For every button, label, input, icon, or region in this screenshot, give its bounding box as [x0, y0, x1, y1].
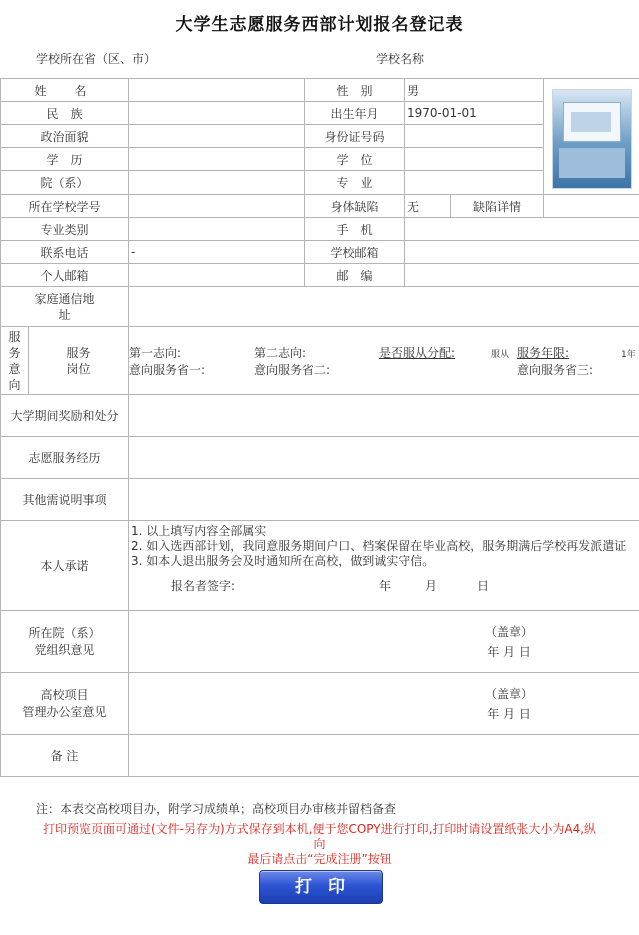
volunteer-field[interactable] [129, 437, 639, 479]
registration-table [0, 78, 639, 777]
department-label: 院（系） [1, 171, 129, 195]
political-field[interactable] [129, 125, 305, 148]
personal-email-label: 个人邮箱 [1, 264, 129, 287]
education-field[interactable] [129, 148, 305, 171]
gender-label: 性 别 [305, 79, 405, 102]
id-number-field[interactable] [405, 125, 544, 148]
intent-label: 服务意向 [1, 327, 29, 395]
personal-email-field[interactable] [129, 264, 305, 287]
mobile-label: 手 机 [305, 218, 405, 241]
remark-field[interactable] [129, 735, 639, 777]
remark-label: 备 注 [1, 735, 129, 777]
major-label: 专 业 [305, 171, 405, 195]
student-id-label: 所在学校学号 [1, 195, 129, 218]
obey-assignment-label: 是否服从分配: [379, 345, 456, 360]
major-category-label: 专业类别 [1, 218, 129, 241]
signature-label: 报名者签字: [171, 579, 236, 593]
school-email-label: 学校邮箱 [305, 241, 405, 264]
print-button[interactable]: 打印 [259, 870, 383, 904]
dept-date: 年 月 日 [487, 644, 531, 659]
other-notes-field[interactable] [129, 479, 639, 521]
province-choice-3: 意向服务省三: [517, 362, 594, 377]
birth-value: 1970-01-01 [405, 102, 544, 125]
promise-label: 本人承诺 [1, 521, 129, 611]
name-field[interactable] [129, 79, 305, 102]
print-instruction-line1: 打印预览页面可通过(文件-另存为)方式保存到本机,便于您COPY进行打印,打印时请设置纸张大小为A4,纵 [42, 822, 597, 836]
signature-day: 日 [477, 579, 490, 593]
major-category-field[interactable] [129, 218, 305, 241]
second-choice-label: 第二志向: [254, 345, 307, 360]
degree-label: 学 位 [305, 148, 405, 171]
obey-assignment-value: 服从 [491, 349, 510, 360]
photo-thumbnail [552, 89, 632, 189]
awards-label: 大学期间奖励和处分 [1, 395, 129, 437]
promise-line-2: 2. 如入选西部计划，我同意服务期间户口、档案保留在毕业高校，服务期满后学校再发派遣证 [131, 539, 627, 553]
volunteer-label: 志愿服务经历 [1, 437, 129, 479]
service-years-value: 1年 [621, 349, 636, 360]
name-label: 姓 名 [1, 79, 129, 102]
dept-seal: （盖章） [485, 624, 534, 639]
footer-note: 注：本表交高校项目办，附学习成绩单；高校项目办审核并留档备查 [36, 802, 397, 816]
service-years-label: 服务年限: [517, 345, 570, 360]
disability-detail-field[interactable] [544, 195, 639, 218]
student-id-field[interactable] [129, 195, 305, 218]
phone-value: - [129, 241, 305, 264]
home-address-label: 家庭通信地址 [1, 287, 129, 327]
signature-month: 月 [425, 579, 438, 593]
postcode-label: 邮 编 [305, 264, 405, 287]
school-email-field[interactable] [405, 241, 639, 264]
phone-label: 联系电话 [1, 241, 129, 264]
province-choice-1: 意向服务省一: [129, 362, 206, 377]
form-title: 大学生志愿服务西部计划报名登记表 [175, 15, 464, 35]
promise-content [129, 521, 639, 611]
major-field[interactable] [405, 171, 544, 195]
intent-details [129, 327, 639, 395]
mobile-field[interactable] [405, 218, 639, 241]
school-name-label: 学校名称 [376, 52, 425, 66]
disability-label: 身体缺陷 [305, 195, 405, 218]
service-post-label: 服务岗位 [29, 327, 129, 395]
awards-field[interactable] [129, 395, 639, 437]
promise-line-3: 3. 如本人退出服务会及时通知所在高校，做到诚实守信。 [131, 554, 435, 568]
print-instruction-line2: 向 [313, 837, 326, 851]
home-address-field[interactable] [129, 287, 639, 327]
education-label: 学 历 [1, 148, 129, 171]
office-date: 年 月 日 [487, 706, 531, 721]
other-notes-label: 其他需说明事项 [1, 479, 129, 521]
first-choice-label: 第一志向: [129, 345, 182, 360]
postcode-field[interactable] [405, 264, 639, 287]
complete-registration-hint: 最后请点击“完成注册”按钮 [247, 852, 392, 866]
department-field[interactable] [129, 171, 305, 195]
province-choice-2: 意向服务省二: [254, 362, 331, 377]
degree-field[interactable] [405, 148, 544, 171]
disability-detail-label: 缺陷详情 [451, 195, 544, 218]
province-label: 学校所在省（区、市） [36, 52, 157, 66]
dept-opinion-field [129, 611, 639, 673]
signature-year: 年 [379, 579, 392, 593]
dept-opinion-label: 所在院（系） 党组织意见 [1, 611, 129, 673]
disability-value: 无 [405, 195, 451, 218]
ethnicity-label: 民 族 [1, 102, 129, 125]
promise-line-1: 1. 以上填写内容全部属实 [131, 524, 267, 538]
birth-label: 出生年月 [305, 102, 405, 125]
political-label: 政治面貌 [1, 125, 129, 148]
gender-value: 男 [405, 79, 544, 102]
photo-cell [544, 79, 639, 195]
office-opinion-label: 高校项目 管理办公室意见 [1, 673, 129, 735]
office-opinion-field [129, 673, 639, 735]
ethnicity-field[interactable] [129, 102, 305, 125]
id-number-label: 身份证号码 [305, 125, 405, 148]
office-seal: （盖章） [485, 686, 534, 701]
